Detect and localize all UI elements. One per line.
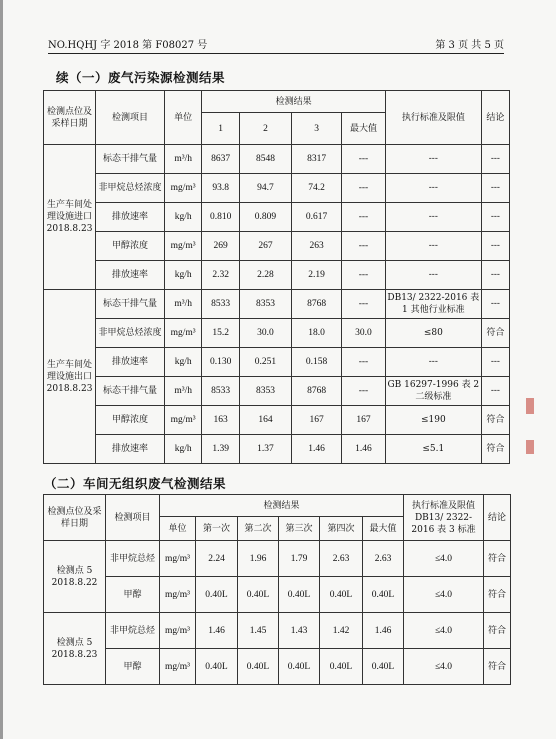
standard-cell: DB13/ 2322-2016 表 1 其他行业标准 [385,290,481,319]
table-row [44,649,511,685]
max-cell: --- [342,174,386,203]
value-2-cell: 0.251 [239,348,291,377]
unit-cell: m³/h [164,290,202,319]
item-cell: 甲醇浓度 [96,232,165,261]
value-3-cell: 0.158 [292,348,342,377]
max-cell: --- [342,145,386,174]
conclusion-cell: 符合 [484,613,511,649]
value-3-cell: 1.43 [279,613,320,649]
location-cell: 检测点 5 2018.8.23 [44,613,106,685]
item-cell: 非甲烷总烃 [106,613,160,649]
seal-mark-bottom [526,440,534,454]
value-1-cell: 2.24 [196,541,238,577]
unit-cell: kg/h [164,435,202,464]
max-cell: --- [342,203,386,232]
value-2-cell: 8353 [239,290,291,319]
t1-header-c2: 2 [239,113,291,145]
item-cell: 甲醇浓度 [96,406,165,435]
value-3-cell: 167 [292,406,342,435]
conclusion-cell: 符合 [484,541,511,577]
value-1-cell: 1.39 [202,435,240,464]
value-1-cell: 0.810 [202,203,240,232]
unit-cell: mg/m³ [164,174,202,203]
max-cell: 2.63 [363,541,404,577]
standard-cell: --- [385,261,481,290]
t1-header-item: 检测项目 [96,91,165,145]
item-cell: 标态干排气量 [96,145,165,174]
unit-cell: m³/h [164,145,202,174]
unit-cell: mg/m³ [160,577,196,613]
unit-cell: kg/h [164,203,202,232]
conclusion-cell: --- [481,261,509,290]
table-row [44,613,511,649]
max-cell: 1.46 [363,613,404,649]
standard-cell: --- [385,174,481,203]
table-row [44,319,510,348]
value-1-cell: 93.8 [202,174,240,203]
value-3-cell: 0.40L [279,649,320,685]
max-cell: 167 [342,406,386,435]
conclusion-cell: --- [481,145,509,174]
t2-body [44,541,511,685]
value-2-cell: 2.28 [239,261,291,290]
item-cell: 排放速率 [96,435,165,464]
t1-body [44,145,510,464]
value-3-cell: 8317 [292,145,342,174]
t1-header-conclusion: 结论 [481,91,509,145]
item-cell: 非甲烷总烃浓度 [96,319,165,348]
item-cell: 标态干排气量 [96,290,165,319]
max-cell: 1.46 [342,435,386,464]
conclusion-cell: --- [481,377,509,406]
value-1-cell: 269 [202,232,240,261]
t2-header-c3: 第三次 [279,517,320,541]
max-cell: 30.0 [342,319,386,348]
standard-cell: ≤190 [385,406,481,435]
value-2-cell: 267 [239,232,291,261]
value-1-cell: 15.2 [202,319,240,348]
value-3-cell: 1.46 [292,435,342,464]
item-cell: 甲醇 [106,649,160,685]
value-3-cell: 0.40L [279,577,320,613]
value-2-cell: 94.7 [239,174,291,203]
item-cell: 排放速率 [96,261,165,290]
section2-title: （二）车间无组织废气检测结果 [44,476,227,491]
value-3-cell: 8768 [292,290,342,319]
standard-cell: ≤4.0 [404,577,484,613]
t1-header-unit: 单位 [164,91,202,145]
max-cell: 0.40L [363,649,404,685]
max-cell: --- [342,261,386,290]
t2-header-c4: 第四次 [320,517,363,541]
t2-header-location: 检测点位及采样日期 [44,495,106,541]
value-3-cell: 18.0 [292,319,342,348]
standard-cell: ≤80 [385,319,481,348]
t2-header-c2: 第二次 [238,517,279,541]
value-1-cell: 2.32 [202,261,240,290]
item-cell: 甲醇 [106,577,160,613]
table-row [44,261,510,290]
table-row [44,435,510,464]
value-1-cell: 0.130 [202,348,240,377]
value-2-cell: 30.0 [239,319,291,348]
max-cell: --- [342,290,386,319]
unit-cell: mg/m³ [164,406,202,435]
max-cell: --- [342,377,386,406]
t2-header-max: 最大值 [363,517,404,541]
conclusion-cell: 符合 [481,406,509,435]
source-exhaust-table [43,90,510,464]
scan-edge [0,0,3,739]
value-2-cell: 0.809 [239,203,291,232]
t2-header-results: 检测结果 [160,495,404,517]
conclusion-cell: 符合 [481,319,509,348]
value-2-cell: 164 [239,406,291,435]
location-cell: 生产车间处理设施出口 2018.8.23 [44,290,96,464]
value-2-cell: 1.96 [238,541,279,577]
section1-title: 续（一）废气污染源检测结果 [56,70,226,85]
t2-header-unit: 单位 [160,517,196,541]
page-header [48,36,504,54]
max-cell: --- [342,232,386,261]
item-cell: 标态干排气量 [96,377,165,406]
conclusion-cell: 符合 [481,435,509,464]
value-1-cell: 0.40L [196,577,238,613]
t1-header-standard: 执行标准及限值 [385,91,481,145]
seal-mark-top [526,398,534,414]
t1-header-location: 检测点位及采样日期 [44,91,96,145]
table-row [44,348,510,377]
item-cell: 排放速率 [96,348,165,377]
conclusion-cell: --- [481,348,509,377]
max-cell: 0.40L [363,577,404,613]
value-3-cell: 74.2 [292,174,342,203]
standard-cell: ≤4.0 [404,613,484,649]
table-row [44,145,510,174]
value-1-cell: 8533 [202,377,240,406]
workshop-fugitive-table [43,494,511,685]
value-4-cell: 0.40L [320,649,363,685]
t1-header-c3: 3 [292,113,342,145]
unit-cell: mg/m³ [164,232,202,261]
t1-header-max: 最大值 [342,113,386,145]
item-cell: 非甲烷总烃浓度 [96,174,165,203]
unit-cell: mg/m³ [160,541,196,577]
value-3-cell: 1.79 [279,541,320,577]
table-row [44,290,510,319]
standard-cell: GB 16297-1996 表 2 二级标准 [385,377,481,406]
t2-header-c1: 第一次 [196,517,238,541]
conclusion-cell: --- [481,174,509,203]
value-2-cell: 1.37 [239,435,291,464]
table-row [44,406,510,435]
conclusion-cell: --- [481,290,509,319]
t1-header-c1: 1 [202,113,240,145]
t2-header-standard: 执行标准及限值 DB13/ 2322-2016 表 3 标准 [404,495,484,541]
unit-cell: mg/m³ [160,649,196,685]
unit-cell: kg/h [164,348,202,377]
value-2-cell: 8353 [239,377,291,406]
table-row [44,377,510,406]
value-1-cell: 0.40L [196,649,238,685]
value-4-cell: 1.42 [320,613,363,649]
report-number: NO.HQHJ 字 2018 第 F08027 号 [48,40,208,51]
conclusion-cell: 符合 [484,577,511,613]
value-3-cell: 263 [292,232,342,261]
value-1-cell: 1.46 [196,613,238,649]
value-3-cell: 8768 [292,377,342,406]
value-3-cell: 2.19 [292,261,342,290]
table-row [44,232,510,261]
standard-cell: --- [385,348,481,377]
value-2-cell: 0.40L [238,577,279,613]
conclusion-cell: 符合 [484,649,511,685]
standard-cell: ≤5.1 [385,435,481,464]
standard-cell: --- [385,145,481,174]
t2-header-item: 检测项目 [106,495,160,541]
standard-cell: ≤4.0 [404,541,484,577]
value-2-cell: 1.45 [238,613,279,649]
standard-cell: --- [385,203,481,232]
value-1-cell: 8533 [202,290,240,319]
unit-cell: m³/h [164,377,202,406]
value-4-cell: 0.40L [320,577,363,613]
max-cell: --- [342,348,386,377]
value-1-cell: 163 [202,406,240,435]
table-row [44,203,510,232]
item-cell: 非甲烷总烃 [106,541,160,577]
location-cell: 生产车间处理设施进口 2018.8.23 [44,145,96,290]
standard-cell: ≤4.0 [404,649,484,685]
location-cell: 检测点 5 2018.8.22 [44,541,106,613]
standard-cell: --- [385,232,481,261]
conclusion-cell: --- [481,232,509,261]
unit-cell: mg/m³ [160,613,196,649]
value-4-cell: 2.63 [320,541,363,577]
value-2-cell: 8548 [239,145,291,174]
page-number: 第 3 页 共 5 页 [435,40,504,51]
unit-cell: mg/m³ [164,319,202,348]
value-3-cell: 0.617 [292,203,342,232]
item-cell: 排放速率 [96,203,165,232]
t1-header-results: 检测结果 [202,91,385,113]
table-row [44,174,510,203]
table-row [44,541,511,577]
table-row [44,577,511,613]
t2-header-conclusion: 结论 [484,495,511,541]
unit-cell: kg/h [164,261,202,290]
value-1-cell: 8637 [202,145,240,174]
value-2-cell: 0.40L [238,649,279,685]
conclusion-cell: --- [481,203,509,232]
